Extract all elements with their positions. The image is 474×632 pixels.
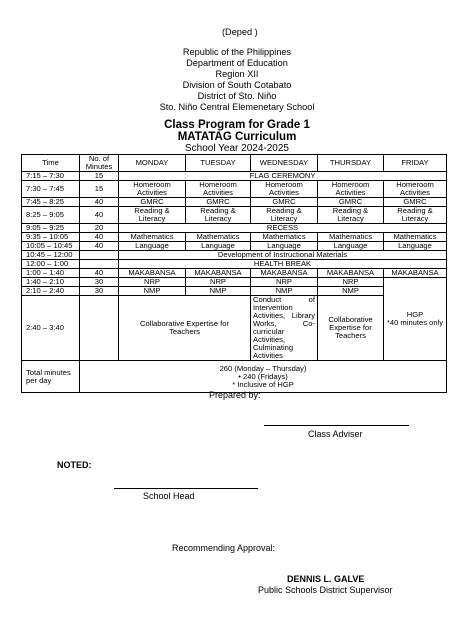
subject-cell: Mathematics: [384, 233, 447, 242]
time-cell: 10:45 – 12:00: [22, 251, 80, 260]
subject-cell: Mathematics: [318, 233, 384, 242]
header-department: Department of Education: [186, 58, 288, 68]
subject-cell: GMRC: [251, 198, 318, 207]
subject-cell: Reading & Literacy: [318, 207, 384, 224]
subject-cell: MAKABANSA: [384, 269, 447, 278]
time-cell: 1:00 – 1:40: [22, 269, 80, 278]
table-row: [22, 181, 447, 198]
school-year: School Year 2024-2025: [185, 143, 289, 154]
subject-cell: Language: [384, 242, 447, 251]
subject-cell: MAKABANSA: [318, 269, 384, 278]
intervention-activities-cell: Conduct of Intervention Activities, Library Works, Co-curricular Activities, Culminating Activities: [251, 296, 318, 361]
subject-cell: Reading & Literacy: [186, 207, 251, 224]
table-row: [22, 269, 447, 278]
table-row: [22, 260, 447, 269]
subject-cell: Reading & Literacy: [251, 207, 318, 224]
subject-cell: Language: [119, 242, 186, 251]
prepared-by-label: Prepared by:: [209, 390, 261, 400]
header-friday: FRIDAY: [384, 155, 447, 172]
total-label: Total minutes per day: [22, 361, 80, 393]
minutes-cell: [80, 260, 119, 269]
table-header-row: [22, 155, 447, 172]
minutes-cell: 40: [80, 233, 119, 242]
page-title: Class Program for Grade 1: [164, 119, 310, 131]
subject-cell: Language: [251, 242, 318, 251]
header-republic: Republic of the Philippines: [182, 47, 292, 57]
bullet-icon: •: [238, 371, 244, 381]
subject-cell: GMRC: [384, 198, 447, 207]
subject-cell: NMP: [186, 287, 251, 296]
table-row: [22, 278, 447, 287]
minutes-cell: 20: [80, 224, 119, 233]
subject-cell: NMP: [119, 287, 186, 296]
header-region: Region XII: [215, 69, 259, 79]
table-row: [22, 251, 447, 260]
subject-cell: Reading & Literacy: [119, 207, 186, 224]
subject-cell: Homeroom Activities: [119, 181, 186, 198]
class-adviser-label: Class Adviser: [308, 429, 363, 439]
header-minutes: No. of Minutes: [80, 155, 119, 172]
subject-cell: Homeroom Activities: [251, 181, 318, 198]
total-note: * Inclusive of HGP: [232, 379, 294, 389]
supervisor-title: Public Schools District Supervisor: [258, 585, 393, 595]
table-row: [22, 198, 447, 207]
total-friday: 240 (Fridays): [243, 371, 288, 381]
table-row: [22, 233, 447, 242]
header-school: Sto. Niño Central Elemenetary School: [159, 102, 315, 112]
table-row: [22, 287, 447, 296]
subject-cell: NMP: [251, 287, 318, 296]
minutes-cell: 15: [80, 181, 119, 198]
hgp-note: *40 minutes only: [386, 318, 444, 327]
time-cell: 10:05 – 10:45: [22, 242, 80, 251]
time-cell: 7:15 – 7:30: [22, 172, 80, 181]
subject-cell: MAKABANSA: [251, 269, 318, 278]
minutes-cell: 40: [80, 269, 119, 278]
subject-cell: MAKABANSA: [186, 269, 251, 278]
subject-cell: Language: [186, 242, 251, 251]
total-weekday: 260 (Monday – Thursday): [219, 363, 307, 373]
table-row: [22, 224, 447, 233]
subject-cell: NRP: [119, 278, 186, 287]
minutes-cell: 40: [80, 242, 119, 251]
subject-cell: Homeroom Activities: [318, 181, 384, 198]
subject-cell: Homeroom Activities: [186, 181, 251, 198]
subject-cell: MAKABANSA: [119, 269, 186, 278]
header-thursday: THURSDAY: [318, 155, 384, 172]
school-head-signature-line: [114, 488, 258, 489]
collaborative-expertise-cell: Collaborative Expertise for Teachers: [119, 296, 251, 361]
table-row: [22, 207, 447, 224]
friday-hgp-cell: [384, 278, 447, 361]
deped-label: (Deped ): [222, 27, 258, 37]
time-cell: 8:25 – 9:05: [22, 207, 80, 224]
adviser-signature-line: [264, 425, 409, 426]
subject-cell: Homeroom Activities: [384, 181, 447, 198]
header-division: Division of South Cotabato: [182, 80, 292, 90]
subject-cell: Language: [318, 242, 384, 251]
time-cell: 9:35 – 10:05: [22, 233, 80, 242]
subject-cell: NRP: [186, 278, 251, 287]
subject-cell: NRP: [318, 278, 384, 287]
minutes-cell: 30: [80, 287, 119, 296]
table-row: [22, 296, 447, 361]
subject-cell: GMRC: [186, 198, 251, 207]
header-tuesday: TUESDAY: [186, 155, 251, 172]
subject-cell: Reading & Literacy: [384, 207, 447, 224]
minutes-cell: [80, 296, 119, 361]
header-monday: MONDAY: [119, 155, 186, 172]
class-schedule-table: [21, 154, 447, 393]
time-cell: 7:45 – 8:25: [22, 198, 80, 207]
header-time: Time: [22, 155, 80, 172]
subject-cell: Mathematics: [251, 233, 318, 242]
total-minutes-row: [22, 361, 447, 393]
time-cell: 9:05 – 9:25: [22, 224, 80, 233]
time-cell: 2:10 – 2:40: [22, 287, 80, 296]
minutes-cell: [80, 251, 119, 260]
header-wednesday: WEDNESDAY: [251, 155, 318, 172]
hgp-label: HGP: [406, 310, 424, 319]
minutes-cell: 15: [80, 172, 119, 181]
minutes-cell: 40: [80, 207, 119, 224]
table-row: [22, 172, 447, 181]
flag-ceremony-cell: FLAG CEREMONY: [119, 172, 447, 181]
collaborative-expertise-cell: Collaborative Expertise for Teachers: [318, 296, 384, 361]
subject-cell: GMRC: [318, 198, 384, 207]
curriculum-title: MATATAG Curriculum: [177, 131, 297, 143]
header-district: District of Sto. Niño: [197, 91, 277, 101]
time-cell: 12:00 – 1:00: [22, 260, 80, 269]
total-minutes-cell: [80, 361, 447, 393]
health-break-cell: HEALTH BREAK: [119, 260, 447, 269]
supervisor-name: DENNIS L. GALVE: [287, 574, 365, 584]
subject-cell: GMRC: [119, 198, 186, 207]
subject-cell: NMP: [318, 287, 384, 296]
minutes-cell: 40: [80, 198, 119, 207]
time-cell: 2:40 – 3:40: [22, 296, 80, 361]
school-head-label: School Head: [143, 491, 195, 501]
instructional-materials-cell: Development of Instructional Materials: [119, 251, 447, 260]
subject-cell: Mathematics: [119, 233, 186, 242]
time-cell: 1:40 – 2:10: [22, 278, 80, 287]
recommending-approval-label: Recommending Approval:: [172, 543, 276, 553]
minutes-cell: 30: [80, 278, 119, 287]
recess-cell: RECESS: [119, 224, 447, 233]
noted-label: NOTED:: [57, 460, 92, 470]
time-cell: 7:30 – 7:45: [22, 181, 80, 198]
table-row: [22, 242, 447, 251]
subject-cell: Mathematics: [186, 233, 251, 242]
subject-cell: NRP: [251, 278, 318, 287]
